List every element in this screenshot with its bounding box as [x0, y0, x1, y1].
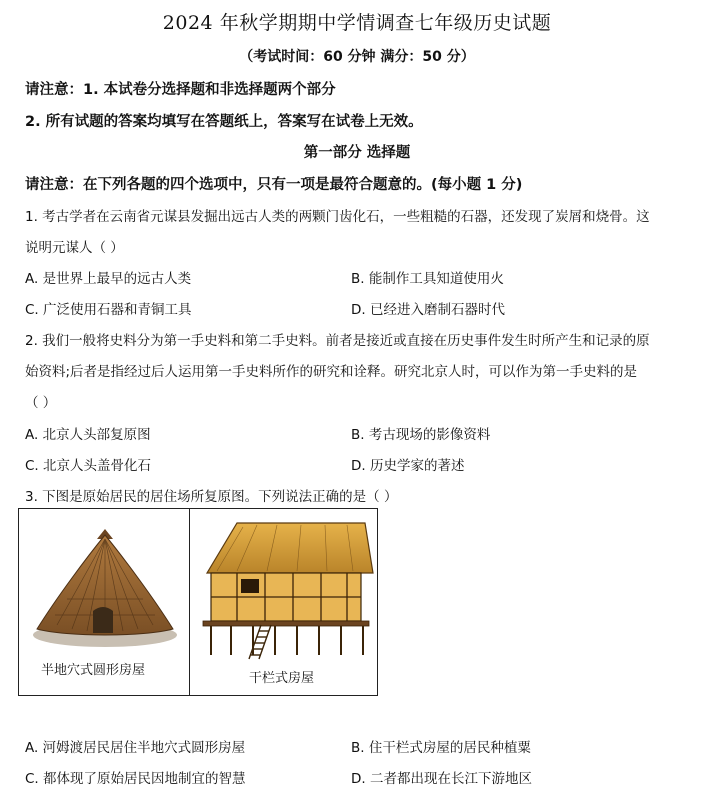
dwelling-figure — [18, 508, 378, 696]
question-3-option-a: A. 河姆渡居民居住半地穴式圆形房屋 — [25, 740, 246, 756]
stilt-house-caption: 干栏式房屋 — [249, 671, 315, 686]
round-hut-caption: 半地穴式圆形房屋 — [41, 663, 146, 678]
exam-title: 2024 年秋学期期中学情调查七年级历史试题 — [162, 12, 552, 34]
question-3-option-d: D. 二者都出现在长江下游地区 — [351, 771, 532, 787]
question-2-option-c: C. 北京人头盖骨化石 — [25, 458, 152, 474]
round-hut-illustration — [27, 517, 183, 657]
question-2-stem-line-3: （ ） — [25, 395, 57, 411]
question-2-stem-line-1: 2. 我们一般将史料分为第一手史料和第二手史料。前者是接近或直接在历史事件发生时所产生和记录的原 — [25, 333, 650, 349]
section-note: 请注意：在下列各题的四个选项中，只有一项是最符合题意的。(每小题 1 分) — [25, 177, 523, 193]
question-2-stem-line-2: 始资料;后者是指经过后人运用第一手史料所作的研究和诠释。研究北京人时，可以作为第一手史料的是 — [25, 364, 638, 380]
question-1-stem-line-1: 1. 考古学者在云南省元谋县发掘出远古人类的两颗门齿化石，一些粗糙的石器，还发现了炭屑和烧骨。这 — [25, 209, 650, 225]
question-2-option-b: B. 考古现场的影像资料 — [351, 427, 491, 443]
figure-divider — [189, 509, 190, 695]
question-3-stem: 3. 下图是原始居民的居住场所复原图。下列说法正确的是（ ） — [25, 489, 398, 505]
question-2-option-d: D. 历史学家的著述 — [351, 458, 465, 474]
note-1: 请注意：1. 本试卷分选择题和非选择题两个部分 — [25, 82, 336, 98]
question-3-option-c: C. 都体现了原始居民因地制宜的智慧 — [25, 771, 246, 787]
question-1-stem-line-2: 说明元谋人（ ） — [25, 240, 124, 256]
note-2: 2. 所有试题的答案均填写在答题纸上，答案写在试卷上无效。 — [25, 114, 423, 130]
question-3-option-b: B. 住干栏式房屋的居民种植粟 — [351, 740, 531, 756]
question-1-option-c: C. 广泛使用石器和青铜工具 — [25, 302, 192, 318]
stilt-house-illustration — [197, 515, 375, 663]
question-2-option-a: A. 北京人头部复原图 — [25, 427, 151, 443]
question-1-option-d: D. 已经进入磨制石器时代 — [351, 302, 505, 318]
question-1-option-b: B. 能制作工具知道使用火 — [351, 271, 504, 287]
question-1-option-a: A. 是世界上最早的远古人类 — [25, 271, 192, 287]
section-title: 第一部分 选择题 — [303, 145, 411, 161]
exam-subtitle: （考试时间：60 分钟 满分：50 分） — [239, 49, 475, 65]
